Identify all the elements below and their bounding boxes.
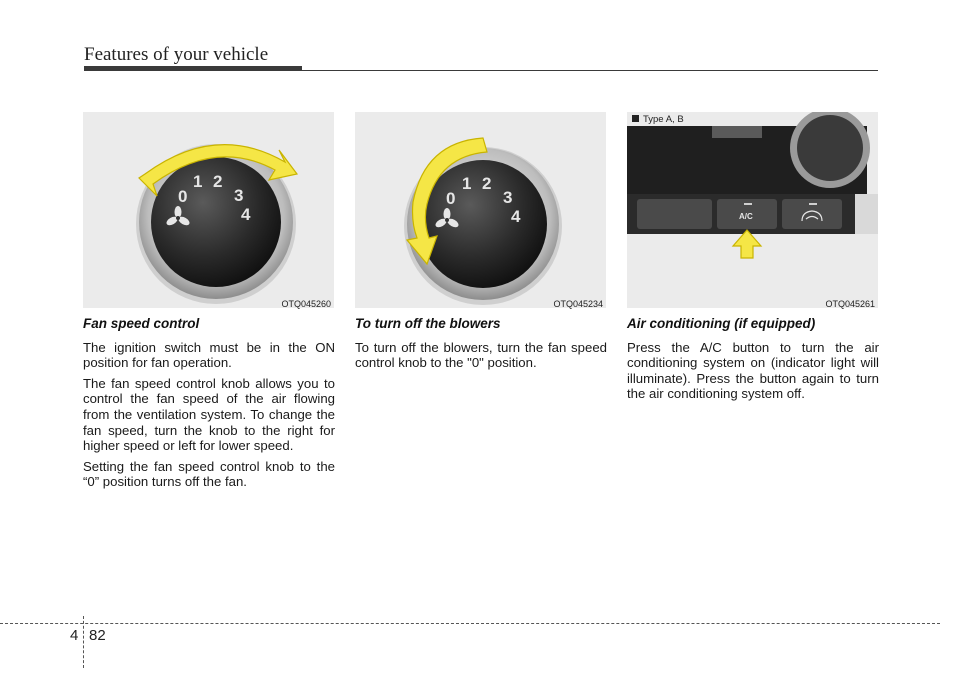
- paragraph: Setting the fan speed control knob to the “0” position turns off the fan.: [83, 458, 335, 490]
- knob-label-2: 2: [482, 174, 492, 193]
- ac-indicator: [744, 203, 752, 205]
- knob-label-2: 2: [213, 172, 223, 191]
- panel-top-shade: [712, 126, 762, 138]
- page-number: 82: [89, 627, 106, 644]
- panel-button-left: [637, 199, 712, 229]
- knob-label-3: 3: [234, 186, 244, 205]
- section-heading: Fan speed control: [83, 316, 200, 331]
- square-bullet-icon: [632, 115, 639, 122]
- section-heading: To turn off the blowers: [355, 316, 501, 331]
- header-rule-thin: [302, 70, 878, 71]
- section-heading: Air conditioning (if equipped): [627, 316, 816, 331]
- page-header-title: Features of your vehicle: [84, 44, 269, 65]
- header-rule-thick: [84, 66, 302, 71]
- paragraph: Press the A/C button to turn the air conditioning system on (indicator light will illuminate). Press the button again to turn the air conditioning system off.: [627, 339, 879, 402]
- section-turn-off-blowers: [355, 316, 607, 376]
- recirc-indicator: [809, 203, 817, 205]
- figure-code: OTQ045234: [553, 299, 603, 309]
- paragraph: The ignition switch must be in the ON position for fan operation.: [83, 339, 335, 371]
- figure-code: OTQ045261: [825, 299, 875, 309]
- footer-rule: [0, 623, 940, 624]
- section-air-conditioning: [627, 316, 879, 407]
- ac-button-figure: [627, 112, 878, 308]
- footer-divider: [83, 616, 84, 668]
- knob-label-3: 3: [503, 188, 513, 207]
- fan-speed-knob-figure: [83, 112, 334, 308]
- knob-label-4: 4: [241, 205, 251, 224]
- chapter-number: 4: [70, 627, 79, 644]
- knob-label-1: 1: [193, 172, 203, 191]
- paragraph: The fan speed control knob allows you to control the fan speed of the air flowing from the ventilation system. To change the fan speed, turn the knob to the right for higher speed or left for lower speed.: [83, 375, 335, 454]
- knob-label-4: 4: [511, 207, 521, 226]
- up-arrow: [733, 230, 761, 258]
- knob-label-0: 0: [446, 189, 456, 208]
- type-label: [632, 114, 684, 125]
- ac-button-label: A/C: [739, 212, 753, 221]
- section-fan-speed-control: [83, 316, 335, 495]
- paragraph: To turn off the blowers, turn the fan speed control knob to the "0" position.: [355, 339, 607, 371]
- blower-off-knob-figure: [355, 112, 606, 308]
- knob-label-1: 1: [462, 174, 472, 193]
- knob-label-0: 0: [178, 187, 188, 206]
- figure-code: OTQ045260: [281, 299, 331, 309]
- type-label-text: Type A, B: [643, 114, 684, 125]
